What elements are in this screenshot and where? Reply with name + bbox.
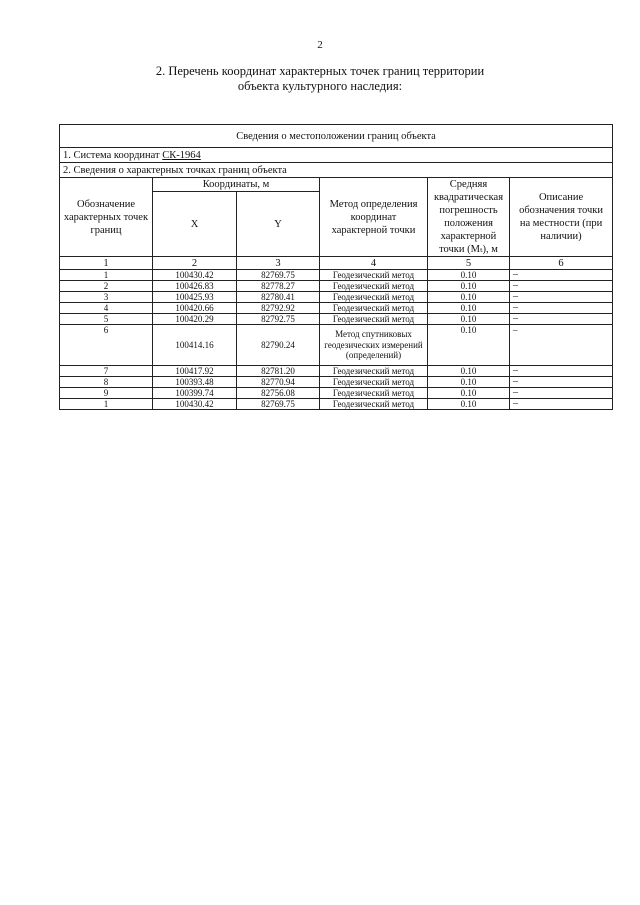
y-coordinate-cell: 82780.41 [237, 292, 320, 303]
description-cell: – [510, 388, 613, 399]
header-coordinates: Координаты, м [153, 178, 320, 192]
y-coordinate-cell: 82756.08 [237, 388, 320, 399]
document-heading [0, 64, 640, 94]
method-cell: Геодезический метод [320, 388, 428, 399]
error-cell: 0.10 [428, 303, 510, 314]
error-cell: 0.10 [428, 314, 510, 325]
table-row [60, 270, 613, 281]
error-cell: 0.10 [428, 281, 510, 292]
point-id-cell: 2 [60, 281, 153, 292]
y-coordinate-cell: 82792.75 [237, 314, 320, 325]
error-cell: 0.10 [428, 270, 510, 281]
x-coordinate-cell: 100399.74 [153, 388, 237, 399]
y-coordinate-cell: 82792.92 [237, 303, 320, 314]
x-coordinate-cell: 100426.83 [153, 281, 237, 292]
description-cell: – [510, 377, 613, 388]
coordinate-system-value: СК-1964 [162, 149, 201, 161]
coordinates-table [59, 124, 613, 410]
method-cell: Геодезический метод [320, 399, 428, 410]
y-coordinate-cell: 82778.27 [237, 281, 320, 292]
header-y: Y [237, 192, 320, 257]
x-coordinate-cell: 100417.92 [153, 366, 237, 377]
method-cell: Геодезический метод [320, 292, 428, 303]
method-cell: Геодезический метод [320, 270, 428, 281]
header-description: Описание обозначения точки на местности (при наличии) [510, 178, 613, 257]
header-designation: Обозначение характерных точек границ [60, 178, 153, 257]
column-number: 4 [320, 257, 428, 270]
description-cell: – [510, 314, 613, 325]
point-id-cell: 6 [60, 325, 153, 366]
point-id-cell: 9 [60, 388, 153, 399]
header-method: Метод определения координат характерной точки [320, 178, 428, 257]
table-row [60, 399, 613, 410]
point-id-cell: 7 [60, 366, 153, 377]
method-cell: Геодезический метод [320, 314, 428, 325]
table-body [60, 125, 613, 410]
y-coordinate-cell: 82781.20 [237, 366, 320, 377]
table-row [60, 303, 613, 314]
point-id-cell: 1 [60, 399, 153, 410]
method-cell: Метод спутниковых геодезических измерений (определений) [320, 325, 428, 366]
point-id-cell: 1 [60, 270, 153, 281]
error-cell: 0.10 [428, 292, 510, 303]
x-coordinate-cell: 100393.48 [153, 377, 237, 388]
point-id-cell: 3 [60, 292, 153, 303]
description-cell: – [510, 292, 613, 303]
coordinate-system-label: 1. Система координат [63, 149, 163, 161]
x-coordinate-cell: 100430.42 [153, 270, 237, 281]
point-id-cell: 4 [60, 303, 153, 314]
heading-line-1: 2. Перечень координат характерных точек границ территории [155, 64, 485, 78]
column-number: 3 [237, 257, 320, 270]
table-row [60, 292, 613, 303]
description-cell: – [510, 399, 613, 410]
method-cell: Геодезический метод [320, 366, 428, 377]
table-row [60, 281, 613, 292]
error-cell: 0.10 [428, 377, 510, 388]
y-coordinate-cell: 82790.24 [237, 325, 320, 366]
description-cell: – [510, 366, 613, 377]
column-number: 5 [428, 257, 510, 270]
coordinate-system-line [60, 148, 613, 163]
error-cell: 0.10 [428, 399, 510, 410]
x-coordinate-cell: 100420.29 [153, 314, 237, 325]
points-section-title: 2. Сведения о характерных точках границ объекта [60, 163, 613, 178]
description-cell: – [510, 281, 613, 292]
column-number: 2 [153, 257, 237, 270]
heading-line-2: объекта культурного наследия: [237, 79, 403, 93]
method-cell: Геодезический метод [320, 281, 428, 292]
x-coordinate-cell: 100420.66 [153, 303, 237, 314]
point-id-cell: 5 [60, 314, 153, 325]
description-cell: – [510, 325, 613, 366]
column-number: 1 [60, 257, 153, 270]
method-cell: Геодезический метод [320, 303, 428, 314]
table-title: Сведения о местоположении границ объекта [60, 125, 613, 148]
column-number-row [60, 257, 613, 270]
table-row [60, 314, 613, 325]
y-coordinate-cell: 82770.94 [237, 377, 320, 388]
description-cell: – [510, 303, 613, 314]
method-cell: Геодезический метод [320, 377, 428, 388]
table-row [60, 325, 613, 366]
y-coordinate-cell: 82769.75 [237, 270, 320, 281]
table-row [60, 366, 613, 377]
header-x: X [153, 192, 237, 257]
description-cell: – [510, 270, 613, 281]
error-cell: 0.10 [428, 325, 510, 366]
table-row [60, 377, 613, 388]
point-id-cell: 8 [60, 377, 153, 388]
table-row [60, 388, 613, 399]
x-coordinate-cell: 100430.42 [153, 399, 237, 410]
column-number: 6 [510, 257, 613, 270]
y-coordinate-cell: 82769.75 [237, 399, 320, 410]
x-coordinate-cell: 100425.93 [153, 292, 237, 303]
header-error: Средняя квадратическая погрешность положения характерной точки (Mₜ), м [428, 178, 510, 257]
x-coordinate-cell: 100414.16 [153, 325, 237, 366]
error-cell: 0.10 [428, 388, 510, 399]
error-cell: 0.10 [428, 366, 510, 377]
page-number: 2 [317, 39, 323, 51]
